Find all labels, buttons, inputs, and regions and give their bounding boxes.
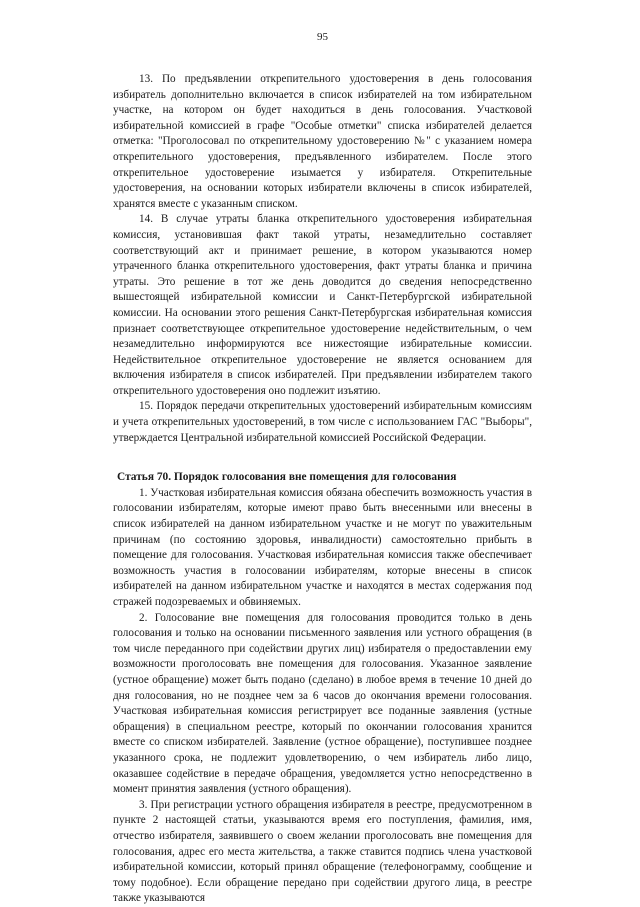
paragraph-13: 13. По предъявлении открепительного удостоверения в день голосования избиратель дополнительно включается в список избирателей на том избирательном участке, на котором он будет находиться в день голосования. Участковой избирательной комиссией в графе "Особые отметки" списка избирателей делается отметка: "Проголосовал по открепительному удостоверению №" с указанием номера открепительного удостоверения, предъявленного избирателем. После этого открепительное удостоверение изымается у избирателя. Открепительные удостоверения, на основании которых избиратели включены в список избирателей, хранятся вместе с указанным списком. bbox=[113, 73, 532, 210]
paragraph-15: 15. Порядок передачи открепительных удостоверений избирательным комиссиям и учета открепительных удостоверений, в том числе с использованием ГАС "Выборы", утверждается Центральной избирательной комиссией Российской Федерации. bbox=[113, 400, 532, 444]
page-number: 95 bbox=[317, 31, 328, 43]
document-body bbox=[113, 72, 532, 907]
article-heading bbox=[113, 470, 532, 486]
article-paragraph-2: 2. Голосование вне помещения для голосования проводится только в день голосования и только на основании письменного заявления или устного обращения (в том числе переданного при содействии других лиц) избирателя о предоставлении ему возможности проголосовать вне помещения для голосования. Указанное заявление (устное обращение) может быть подано (сделано) в любое время в течение 10 дней до дня голосования, но не позднее чем за 6 часов до окончания времени голосования. Участковая избирательная комиссия регистрирует все поданные заявления (устные обращения) в специальном реестре, который по окончании голосования хранится вместе со списком избирателей. Заявление (устное обращение), поступившее позднее указанного срока, не подлежит удовлетворению, о чем избиратель либо лицо, оказавшее содействие в передаче обращения, уведомляется устно непосредственно в момент принятия заявления (устного обращения). bbox=[113, 611, 532, 796]
article-heading-text: Статья 70. Порядок голосования вне помещения для голосования bbox=[117, 471, 457, 484]
article-paragraph-3: 3. При регистрации устного обращения избирателя в реестре, предусмотренном в пункте 2 настоящей статьи, указываются время его поступления, фамилия, имя, отчество избирателя, заявившего о своем желании проголосовать вне помещения для голосования, адрес его места жительства, а также ставится подпись члена участковой избирательной комиссии, который принял обращение (телефонограмму, сообщение и тому подобное). Если обращение передано при содействии другого лица, в реестре также указываются bbox=[113, 798, 532, 905]
article-paragraph-1: 1. Участковая избирательная комиссия обязана обеспечить возможность участия в голосовании избирателям, которые имеют право быть внесенными или внесены в список избирателей на данном избирательном участке и не могут по уважительным причинам (по состоянию здоровья, инвалидности) самостоятельно прибыть в помещение для голосования. Участковая избирательная комиссия также обеспечивает возможность участия в голосовании избирателям, которые внесены в список избирателей на данном избирательном участке и находятся в местах содержания под стражей подозреваемых и обвиняемых. bbox=[113, 486, 532, 608]
paragraph-14: 14. В случае утраты бланка открепительного удостоверения избирательная комиссия, установившая факт такой утраты, незамедлительно составляет соответствующий акт и принимает решение, в котором указываются номер утраченного бланка открепительного удостоверения, факт утраты бланка и причина утраты. Это решение в тот же день доводится до сведения непосредственно вышестоящей избирательной комиссии и Санкт-Петербургской избирательной комиссии. На основании этого решения Санкт-Петербургская избирательная комиссия признает соответствующее открепительное удостоверение недействительным, о чем незамедлительно информируются все нижестоящие избирательные комиссии. Недействительное открепительное удостоверение не является основанием для включения избирателя в список избирателей. При предъявлении избирателем такого открепительного удостоверения оно подлежит изъятию. bbox=[113, 213, 532, 397]
